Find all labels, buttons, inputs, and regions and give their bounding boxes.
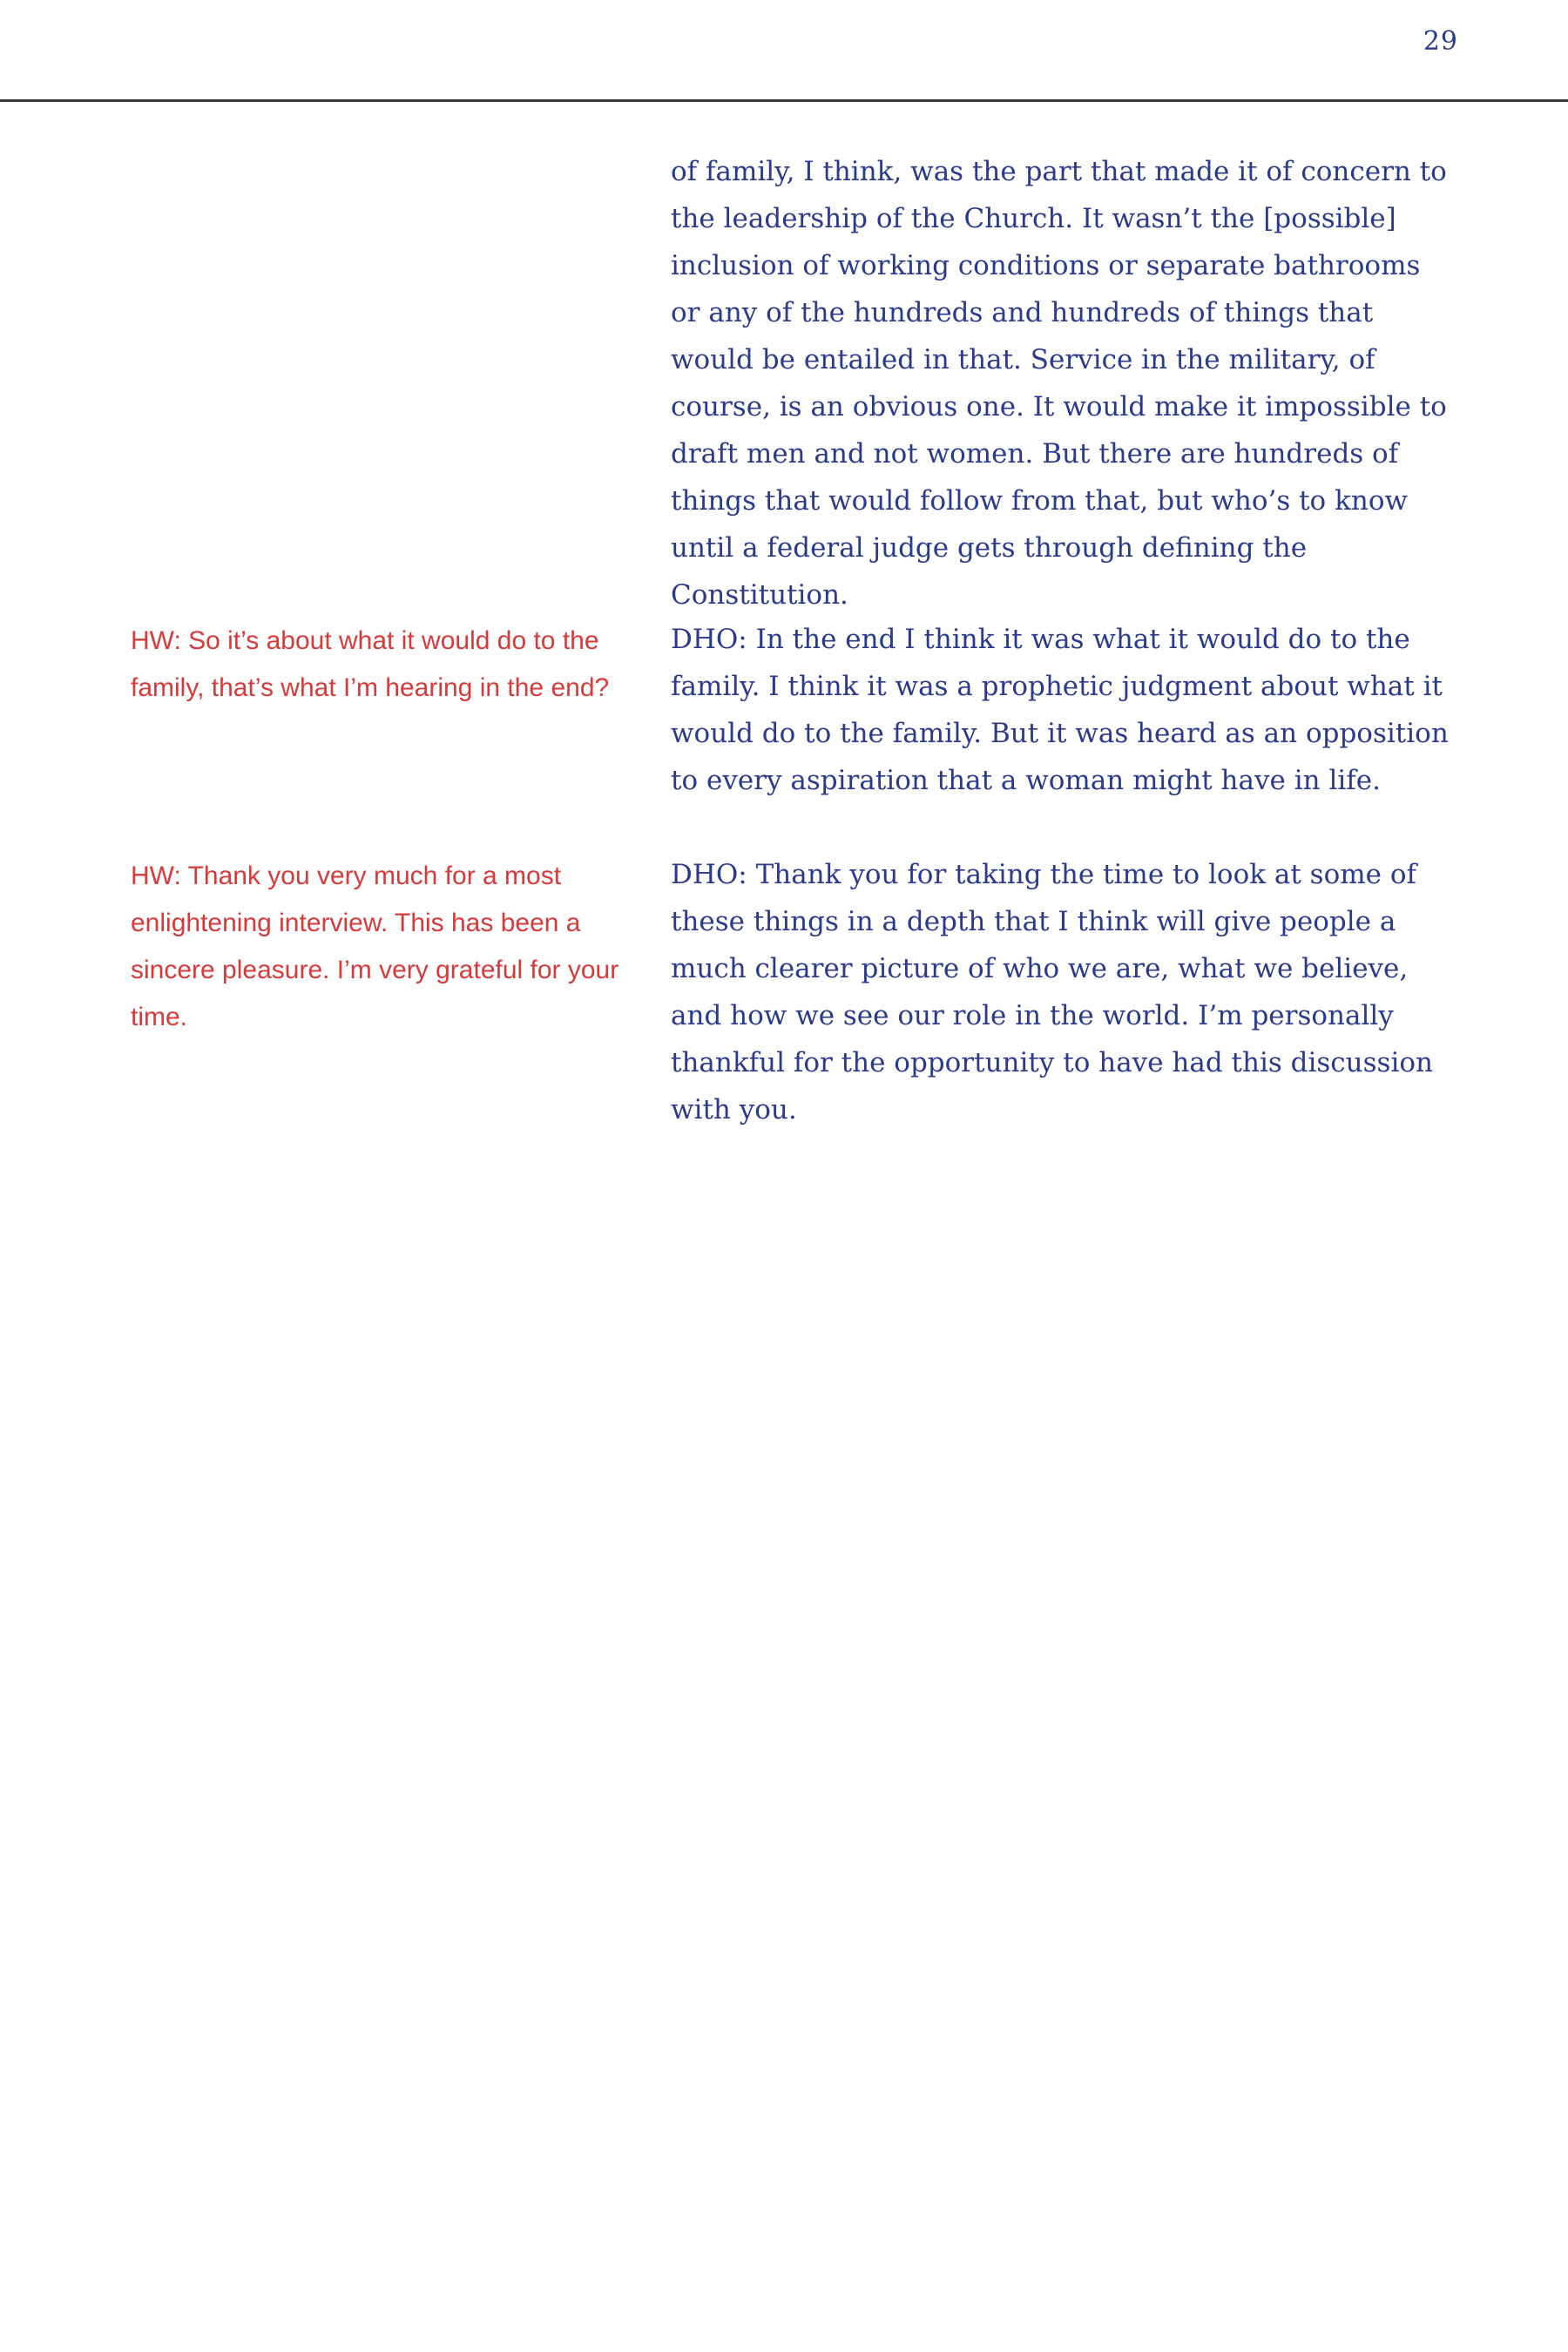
answer-1: DHO: In the end I think it was what it would do to the family. I think it was a prophetic judgment about what it would do to the family. But it was heard as an opposition to every aspiration that a woman might have in life.	[671, 624, 1449, 796]
page-number: 29	[1423, 26, 1458, 57]
answer-continuation: of family, I think, was the part that made it of concern to the leadership of the Church. It wasn’t the [possible] inclusion of working conditions or separate bathrooms or any of the hundreds and hundreds of things that would be entailed in that. Service in the military, of course, is an obvious one. It would make it impossible to draft men and not women. But there are hundreds of things that would follow from that, but who’s to know until a federal judge gets through defining the Constitution.	[671, 156, 1447, 611]
header-rule	[0, 99, 1568, 102]
question-2: HW: Thank you very much for a most enlightening interview. This has been a sincere pleasure. I’m very grateful for your time.	[131, 862, 619, 1031]
answer-2: DHO: Thank you for taking the time to look at some of these things in a depth that I think will give people a much clearer picture of who we are, what we believe, and how we see our role in the world. I’m personally thankful for the opportunity to have had this discussion with you.	[671, 859, 1433, 1125]
question-1: HW: So it’s about what it would do to the family, that’s what I’m hearing in the end?	[131, 626, 610, 702]
